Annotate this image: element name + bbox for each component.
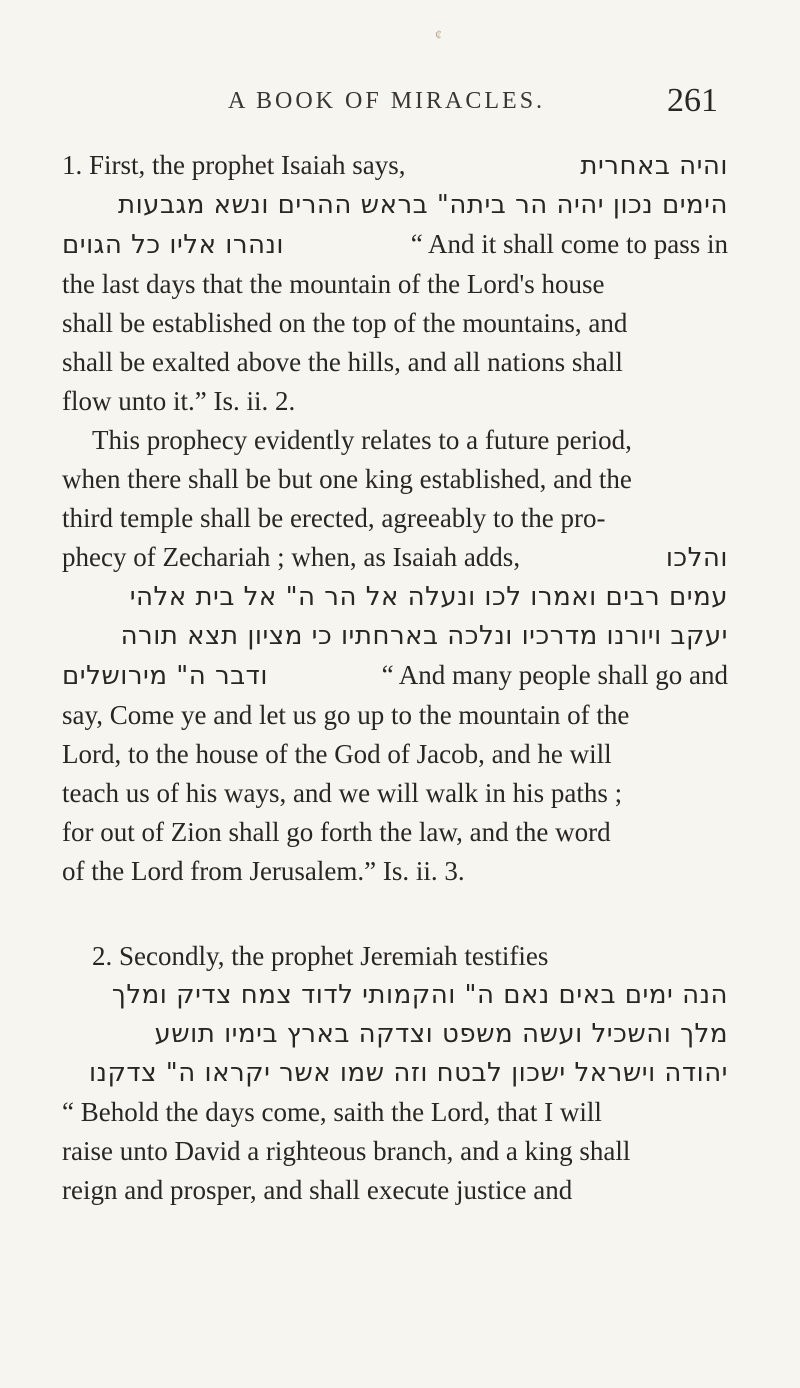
text-line: the last days that the mountain of the Lord's house (62, 269, 605, 299)
text-line: raise unto David a righteous branch, and a king shall (62, 1136, 631, 1166)
text-line (62, 656, 728, 696)
english-text: “ And it shall come to pass in (410, 229, 728, 259)
text-line (62, 146, 728, 186)
section-gap (62, 891, 728, 937)
english-text: 1. First, the prophet Isaiah says, (62, 150, 406, 180)
text-line: flow unto it.” Is. ii. 2. (62, 386, 296, 416)
english-text: “ And many people shall go and (381, 660, 728, 690)
hebrew-line: יהודה וישראל ישכון לבטח וזה שמו אשר יקראו ה" צדקנו (88, 1058, 728, 1088)
text-line: third temple shall be erected, agreeably to the pro- (62, 503, 606, 533)
text-line: teach us of his ways, and we will walk in his paths ; (62, 778, 623, 808)
page-header (0, 82, 800, 126)
stray-mark: ¢ (435, 28, 442, 43)
english-text: phecy of Zechariah ; when, as Isaiah adds, (62, 542, 521, 572)
text-line: 2. Secondly, the prophet Jeremiah testifies (92, 941, 549, 971)
section-1 (62, 146, 728, 1210)
text-line: This prophecy evidently relates to a future period, (92, 425, 632, 455)
hebrew-text: ודבר ה" מירושלים (62, 661, 268, 691)
hebrew-line: הימים נכון יהיה הר ביתה" בראש ההרים ונשא מגבעות (118, 190, 728, 220)
text-line: shall be exalted above the hills, and all nations shall (62, 347, 623, 377)
text-line (62, 538, 728, 578)
hebrew-line: עמים רבים ואמרו לכו ונעלה אל הר ה" אל בית אלהי (129, 582, 728, 612)
text-line: of the Lord from Jerusalem.” Is. ii. 3. (62, 856, 465, 886)
hebrew-line: הנה ימים באים נאם ה" והקמותי לדוד צמח צדיק ומלך (111, 980, 728, 1010)
hebrew-line: מלך והשכיל ועשה משפט וצדקה בארץ בימיו תושע (154, 1019, 728, 1049)
hebrew-text: ונהרו אליו כל הגוים (62, 230, 284, 260)
text-line: “ Behold the days come, saith the Lord, that I will (62, 1097, 602, 1127)
running-title: A BOOK OF MIRACLES. (228, 88, 546, 114)
text-line: say, Come ye and let us go up to the mountain of the (62, 700, 630, 730)
hebrew-text: והיה באחרית (580, 151, 728, 181)
hebrew-line: יעקב ויורנו מדרכיו ונלכה בארחתיו כי מציון תצא תורה (120, 621, 728, 651)
text-line (62, 225, 728, 265)
text-line: when there shall be but one king established, and the (62, 464, 632, 494)
hebrew-text: והלכו (665, 543, 728, 573)
text-line: for out of Zion shall go forth the law, and the word (62, 817, 611, 847)
text-line: reign and prosper, and shall execute justice and (62, 1175, 573, 1205)
page-number: 261 (667, 82, 718, 119)
text-line: Lord, to the house of the God of Jacob, and he will (62, 739, 612, 769)
text-line: shall be established on the top of the mountains, and (62, 308, 628, 338)
